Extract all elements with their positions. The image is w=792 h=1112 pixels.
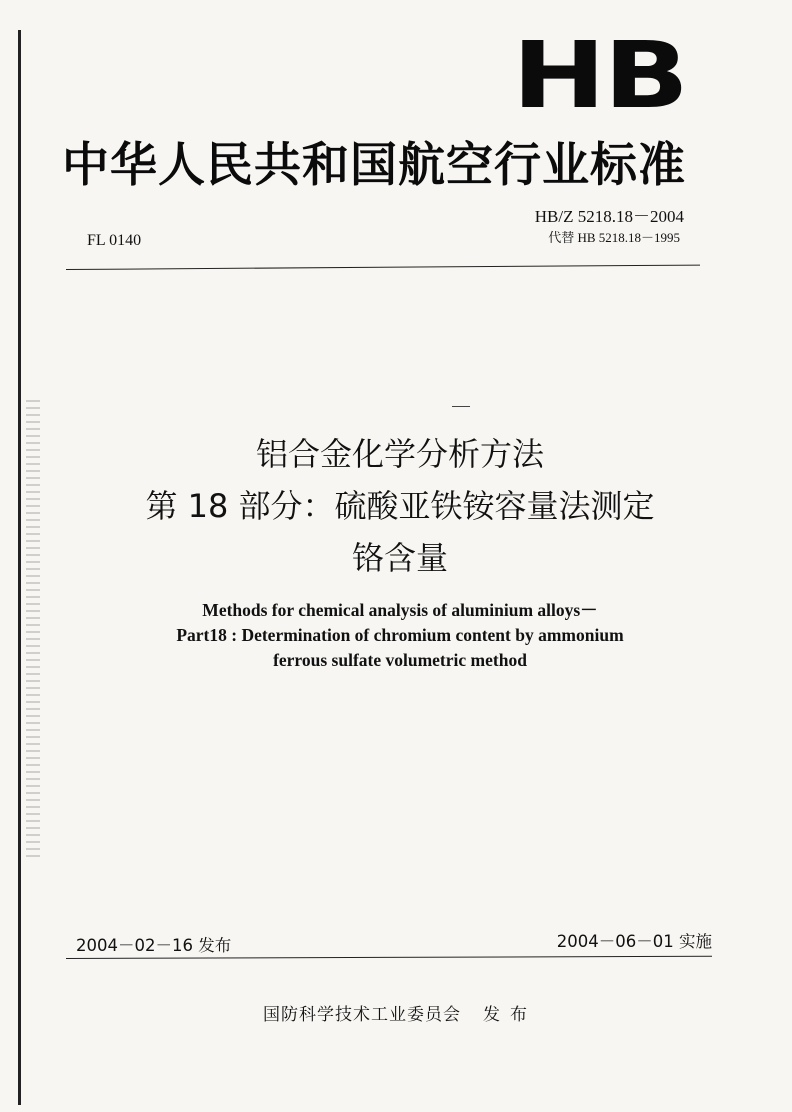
header-divider (66, 265, 700, 270)
replaces-standard: 代替 HB 5218.18－1995 (548, 230, 680, 245)
hb-logo: HB (512, 22, 687, 129)
publisher-action: 发布 (483, 1005, 537, 1025)
classification-code: FL 0140 (87, 232, 142, 249)
chinese-title-line-1: 铝合金化学分析方法 (255, 435, 544, 473)
issue-date: 2004－02－16 发布 (76, 936, 232, 955)
chinese-title-line-2: 第 18 部分：硫酸亚铁铵容量法测定 (145, 487, 655, 525)
footer-divider (66, 956, 712, 959)
country-standard-title: 中华人民共和国航空行业标准 (62, 138, 686, 193)
publisher-line (60, 1000, 740, 1025)
decorative-dash (452, 406, 470, 407)
english-title-line-1: Methods for chemical analysis of aluminium alloys－ (202, 600, 598, 620)
chinese-title (80, 428, 720, 584)
english-title (80, 598, 720, 673)
english-title-line-2: Part18 : Determination of chromium content by ammonium (176, 625, 624, 645)
chinese-title-line-3: 铬含量 (351, 539, 448, 577)
standard-code: HB/Z 5218.18－2004 (534, 207, 684, 226)
english-title-line-3: ferrous sulfate volumetric method (273, 650, 527, 670)
scan-noise (26, 400, 40, 860)
binding-edge (18, 30, 21, 1105)
implementation-date: 2004－06－01 实施 (556, 932, 712, 951)
publisher-name: 国防科学技术工业委员会 (263, 1005, 461, 1025)
